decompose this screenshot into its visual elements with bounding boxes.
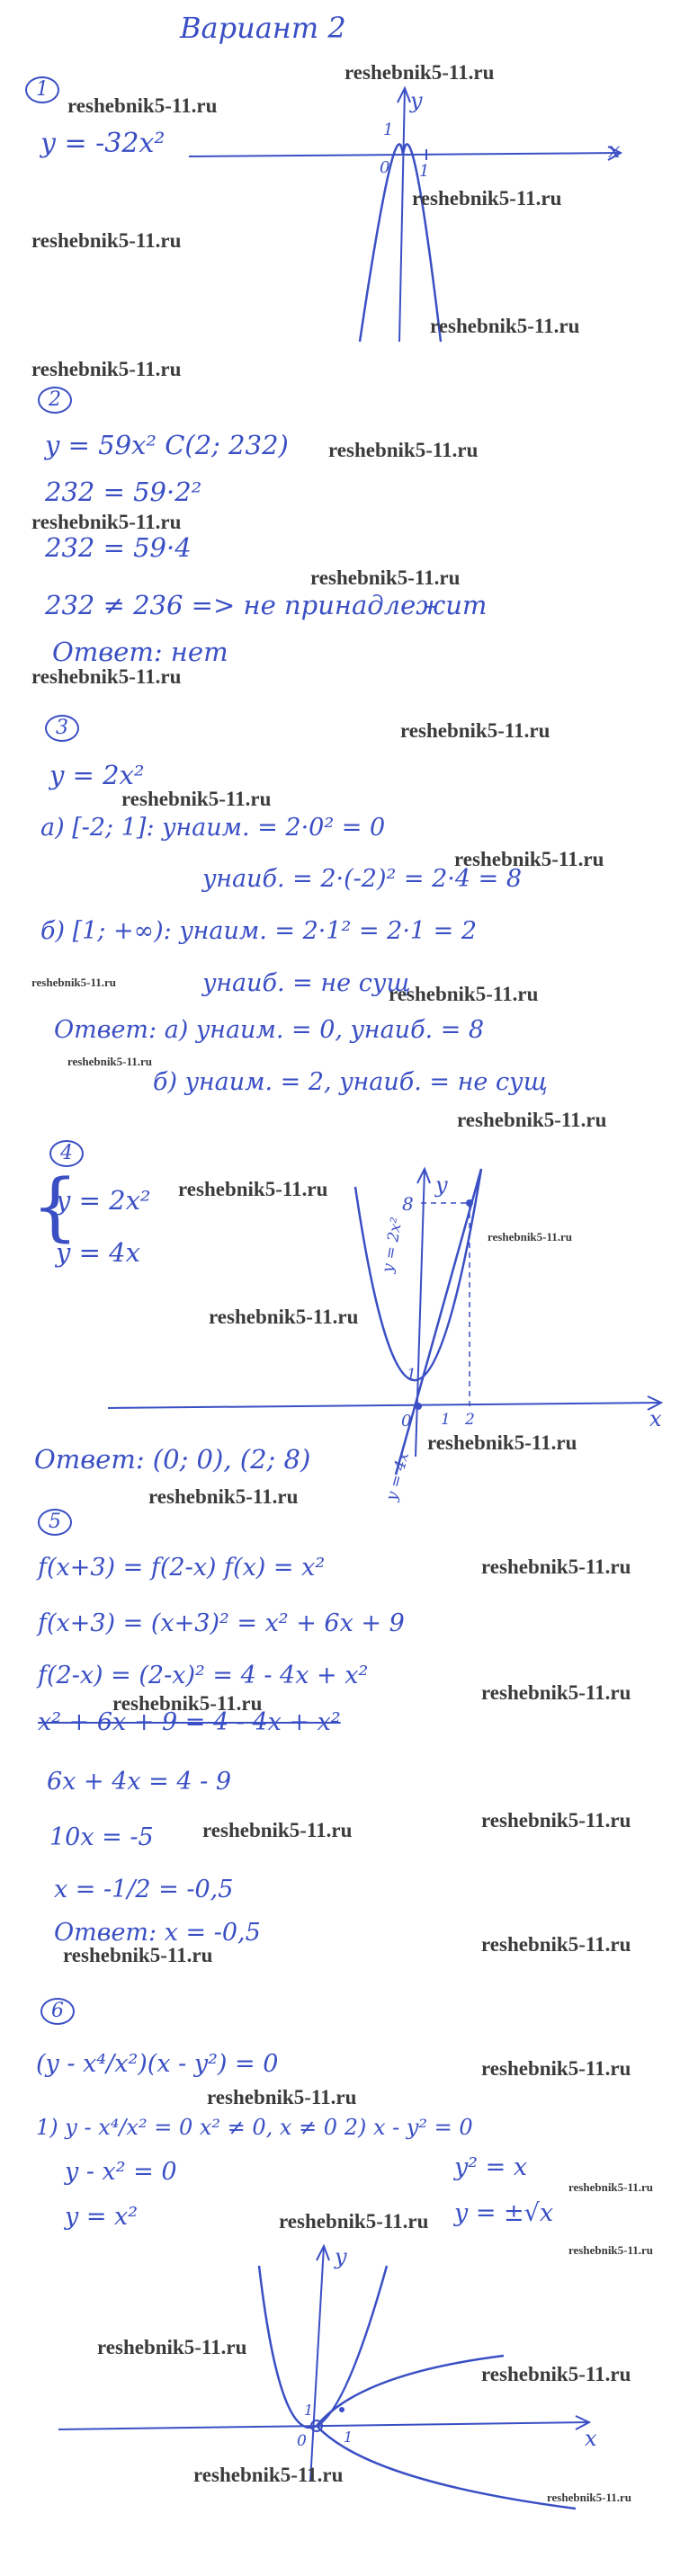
watermark: reshebnik5-11.ru <box>481 1809 631 1832</box>
task-4-tick-1y: 1 <box>407 1366 416 1384</box>
task-5-line-6: 10x = -5 <box>49 1823 154 1851</box>
watermark: reshebnik5-11.ru <box>389 983 539 1005</box>
task-6-point-1-1 <box>339 2407 344 2412</box>
task-1-tick-x-label: 1 <box>419 162 430 181</box>
task-4-system-eq-1: y = 2x² <box>56 1185 151 1216</box>
watermark: reshebnik5-11.ru <box>202 1819 353 1841</box>
task-3-answer-a: Ответ: а) yнаим. = 0, yнаиб. = 8 <box>54 1016 485 1044</box>
watermark: reshebnik5-11.ru <box>31 976 117 989</box>
task-6-origin-label: 0 <box>297 2432 307 2450</box>
watermark: reshebnik5-11.ru <box>67 94 218 117</box>
task-3-number: 3 <box>45 715 79 742</box>
task-6-sqrt-lower <box>317 2426 576 2509</box>
task-4-tick-8: 8 <box>402 1193 414 1215</box>
task-2-line-4: 232 ≠ 236 => не принадлежит <box>45 590 488 620</box>
task-1-number: 1 <box>25 76 59 103</box>
task-4-axis-x-label: x <box>649 1406 662 1431</box>
task-5-answer: Ответ: x = -0,5 <box>54 1919 261 1947</box>
task-5-line-7: x = -1/2 = -0,5 <box>54 1876 234 1903</box>
task-1-origin-label: 0 <box>380 158 390 177</box>
task-6-tick-1x: 1 <box>344 2429 353 2446</box>
task-6-line-2: 1) y - x⁴/x² = 0 x² ≠ 0, x ≠ 0 2) x - y² = 0 <box>36 2115 473 2140</box>
task-6-line-4: y² = x <box>454 2153 528 2181</box>
task-2-line-2: 232 = 59·2² <box>45 477 202 507</box>
task-2-line-3: 232 = 59·4 <box>45 532 192 563</box>
task-1-equation: y = -32x² <box>40 128 166 159</box>
watermark: reshebnik5-11.ru <box>568 2180 654 2194</box>
watermark: reshebnik5-11.ru <box>67 1055 153 1068</box>
task-6-axis-y-label: y <box>335 2244 347 2269</box>
watermark: reshebnik5-11.ru <box>481 1681 631 1704</box>
watermark: reshebnik5-11.ru <box>430 315 580 337</box>
task-5-line-5: 6x + 4x = 4 - 9 <box>47 1768 232 1796</box>
watermark: reshebnik5-11.ru <box>193 2464 344 2486</box>
watermark: reshebnik5-11.ru <box>148 1485 299 1508</box>
task-3-line-5: yнаиб. = не сущ <box>202 969 411 997</box>
task-3-line-3: yнаиб. = 2·(-2)² = 2·4 = 8 <box>202 865 523 893</box>
watermark: reshebnik5-11.ru <box>31 511 182 533</box>
task-4-line-label: y = 4x <box>382 1449 414 1503</box>
watermark: reshebnik5-11.ru <box>279 2210 429 2233</box>
task-6-sqrt-upper <box>317 2356 504 2426</box>
task-2-line-1: y = 59x² C(2; 232) <box>45 430 289 460</box>
task-4-tick-1x: 1 <box>441 1411 451 1429</box>
task-6-axis-x-label: x <box>585 2426 597 2451</box>
watermark: reshebnik5-11.ru <box>328 439 479 461</box>
watermark: reshebnik5-11.ru <box>400 719 550 742</box>
watermark: reshebnik5-11.ru <box>207 2086 357 2108</box>
watermark: reshebnik5-11.ru <box>547 2491 632 2504</box>
watermark: reshebnik5-11.ru <box>457 1109 607 1131</box>
watermark: reshebnik5-11.ru <box>481 1555 631 1578</box>
watermark: reshebnik5-11.ru <box>427 1431 577 1454</box>
watermark: reshebnik5-11.ru <box>454 848 604 870</box>
task-5-line-2: f(x+3) = (x+3)² = x² + 6x + 9 <box>38 1609 405 1637</box>
watermark: reshebnik5-11.ru <box>481 1933 631 1956</box>
task-4-origin-label: 0 <box>401 1412 412 1431</box>
watermark: reshebnik5-11.ru <box>488 1230 573 1243</box>
task-3-line-1: y = 2x² <box>49 760 145 790</box>
task-2-answer: Ответ: нет <box>52 637 228 667</box>
watermark: reshebnik5-11.ru <box>178 1178 328 1200</box>
task-1-axis-x-label: x <box>608 138 621 163</box>
task-6-y-axis <box>310 2246 324 2482</box>
watermark: reshebnik5-11.ru <box>112 1692 263 1715</box>
task-6-x-axis <box>58 2422 589 2429</box>
task-6-number: 6 <box>40 1998 75 2025</box>
watermark: reshebnik5-11.ru <box>31 665 182 688</box>
task-3-line-4: б) [1; +∞): yнаим. = 2·1² = 2·1 = 2 <box>40 917 478 945</box>
task-4-axis-y-label: y <box>435 1172 448 1198</box>
task-1-tick-y-label: 1 <box>383 120 394 139</box>
task-5-line-1: f(x+3) = f(2-x) f(x) = x² <box>38 1554 326 1582</box>
watermark: reshebnik5-11.ru <box>568 2243 654 2257</box>
watermark: reshebnik5-11.ru <box>31 358 182 380</box>
task-6-line-3: y - x² = 0 <box>65 2158 177 2186</box>
task-4-system-eq-2: y = 4x <box>56 1237 140 1268</box>
watermark: reshebnik5-11.ru <box>412 187 562 209</box>
watermark: reshebnik5-11.ru <box>481 2057 631 2080</box>
task-4-tick-2x: 2 <box>465 1411 475 1429</box>
task-3-line-2: а) [-2; 1]: yнаим. = 2·0² = 0 <box>40 814 386 842</box>
watermark: reshebnik5-11.ru <box>97 2336 247 2358</box>
task-3-answer-b: б) yнаим. = 2, yнаиб. = не сущ <box>153 1068 548 1096</box>
task-5-line-4: x² + 6x + 9 = 4 - 4x + x² <box>38 1708 341 1736</box>
watermark: reshebnik5-11.ru <box>121 788 272 810</box>
task-6-line-5: y = x² <box>65 2203 139 2231</box>
task-4-brace: { <box>31 1164 79 1250</box>
watermark: reshebnik5-11.ru <box>310 566 461 589</box>
watermark: reshebnik5-11.ru <box>344 61 495 84</box>
task-5-line-3: f(2-x) = (2-x)² = 4 - 4x + x² <box>38 1662 369 1689</box>
task-6-tick-1y: 1 <box>304 2402 314 2419</box>
task-4-number: 4 <box>49 1140 84 1167</box>
watermark: reshebnik5-11.ru <box>481 2363 631 2385</box>
task-6-line-1: (y - x⁴/x²)(x - y²) = 0 <box>36 2050 279 2078</box>
task-4-answer: Ответ: (0; 0), (2; 8) <box>34 1444 311 1475</box>
task-6-line-6: y = ±√x <box>454 2199 554 2227</box>
task-1-axis-y-label: y <box>410 88 423 113</box>
watermark: reshebnik5-11.ru <box>209 1306 359 1328</box>
watermark: reshebnik5-11.ru <box>31 229 182 252</box>
page-title: Вариант 2 <box>180 11 346 45</box>
task-5-number: 5 <box>38 1509 72 1536</box>
task-6-parabola <box>259 2266 387 2428</box>
watermark: reshebnik5-11.ru <box>63 1944 213 1966</box>
task-4-parabola-label: y = 2x² <box>379 1216 407 1274</box>
task-2-number: 2 <box>38 387 72 414</box>
